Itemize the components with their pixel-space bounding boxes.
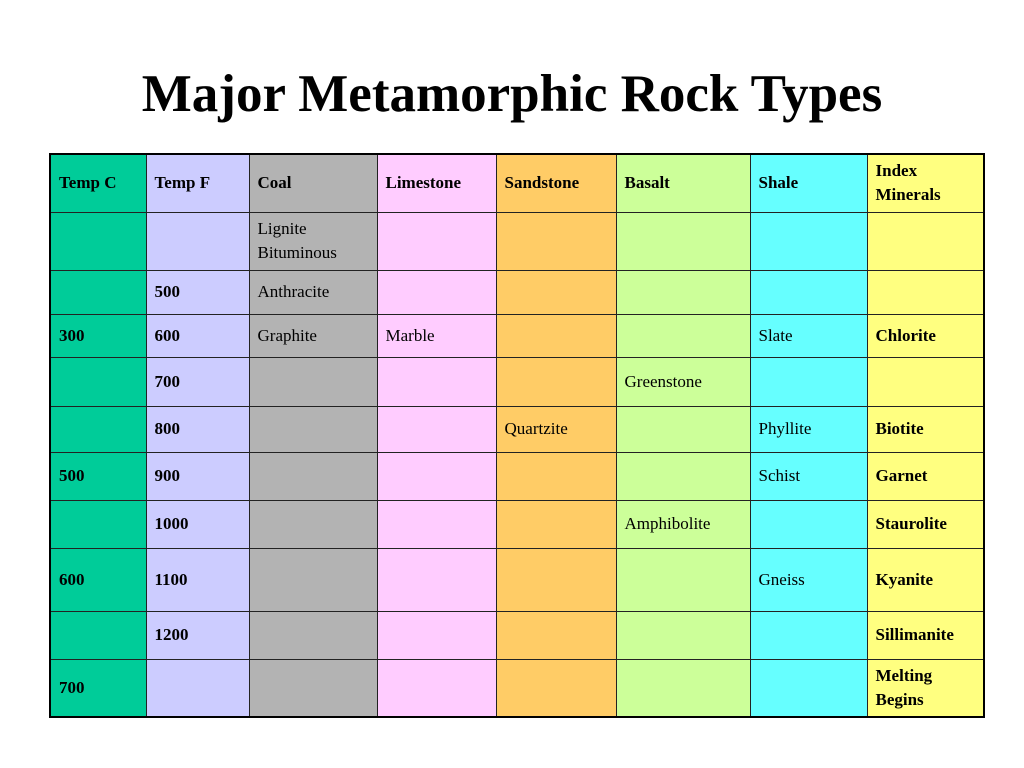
cell-basalt: Amphibolite (616, 500, 750, 548)
cell-index-mineral: Sillimanite (867, 611, 984, 659)
cell-sandstone (496, 611, 616, 659)
table-row (50, 611, 984, 659)
cell-temp-c (50, 406, 146, 452)
page-title: Major Metamorphic Rock Types (141, 65, 883, 123)
cell-basalt: Greenstone (616, 357, 750, 406)
header-basalt: Basalt (616, 154, 750, 212)
cell-temp-c: 300 (50, 314, 146, 357)
header-index-minerals: Index Minerals (867, 154, 984, 212)
cell-index-mineral (867, 659, 984, 717)
cell-temp-f: 1000 (146, 500, 249, 548)
cell-basalt (616, 548, 750, 611)
cell-coal: Graphite (249, 314, 377, 357)
cell-shale (750, 611, 867, 659)
cell-index-mineral: Kyanite (867, 548, 984, 611)
cell-temp-c (50, 212, 146, 270)
cell-coal (249, 357, 377, 406)
cell-temp-f: 600 (146, 314, 249, 357)
cell-limestone (377, 611, 496, 659)
cell-shale (750, 270, 867, 314)
cell-sandstone (496, 500, 616, 548)
cell-shale (750, 357, 867, 406)
cell-temp-f: 500 (146, 270, 249, 314)
cell-coal (249, 548, 377, 611)
cell-shale: Slate (750, 314, 867, 357)
cell-limestone (377, 212, 496, 270)
cell-sandstone (496, 270, 616, 314)
header-sandstone: Sandstone (496, 154, 616, 212)
cell-limestone (377, 270, 496, 314)
header-coal: Coal (249, 154, 377, 212)
cell-temp-c: 500 (50, 452, 146, 500)
cell-limestone (377, 452, 496, 500)
cell-temp-f: 800 (146, 406, 249, 452)
cell-sandstone (496, 452, 616, 500)
cell-sandstone (496, 357, 616, 406)
header-temp-c: Temp C (50, 154, 146, 212)
cell-temp-c (50, 357, 146, 406)
cell-temp-c (50, 270, 146, 314)
cell-basalt (616, 406, 750, 452)
cell-index-mineral: Garnet (867, 452, 984, 500)
cell-temp-c: 700 (50, 659, 146, 717)
cell-sandstone: Quartzite (496, 406, 616, 452)
table-row (50, 452, 984, 500)
table-row (50, 357, 984, 406)
cell-mineral-line-1: Melting (875, 665, 933, 685)
cell-temp-c (50, 500, 146, 548)
cell-basalt (616, 314, 750, 357)
cell-temp-f (146, 659, 249, 717)
cell-limestone (377, 548, 496, 611)
header-shale: Shale (750, 154, 867, 212)
cell-basalt (616, 212, 750, 270)
cell-basalt (616, 452, 750, 500)
cell-index-mineral: Staurolite (867, 500, 984, 548)
cell-coal: Anthracite (249, 270, 377, 314)
cell-shale: Gneiss (750, 548, 867, 611)
header-limestone: Limestone (377, 154, 496, 212)
cell-sandstone (496, 548, 616, 611)
header-row (50, 154, 984, 212)
cell-temp-f: 900 (146, 452, 249, 500)
cell-sandstone (496, 659, 616, 717)
cell-basalt (616, 270, 750, 314)
cell-temp-c: 600 (50, 548, 146, 611)
cell-temp-f: 1100 (146, 548, 249, 611)
header-temp-f: Temp F (146, 154, 249, 212)
cell-temp-f: 700 (146, 357, 249, 406)
cell-mineral-line-2: Begins (875, 689, 924, 709)
cell-shale (750, 212, 867, 270)
table-row (50, 548, 984, 611)
cell-sandstone (496, 314, 616, 357)
cell-temp-c (50, 611, 146, 659)
rock-types-table (49, 153, 985, 718)
cell-temp-f: 1200 (146, 611, 249, 659)
cell-sandstone (496, 212, 616, 270)
cell-coal (249, 659, 377, 717)
cell-coal (249, 452, 377, 500)
cell-shale (750, 500, 867, 548)
table-row (50, 659, 984, 717)
cell-coal (249, 500, 377, 548)
cell-shale: Phyllite (750, 406, 867, 452)
cell-shale: Schist (750, 452, 867, 500)
cell-index-mineral (867, 212, 984, 270)
cell-coal (249, 406, 377, 452)
cell-index-mineral: Chlorite (867, 314, 984, 357)
table-row (50, 270, 984, 314)
cell-temp-f (146, 212, 249, 270)
cell-index-mineral: Biotite (867, 406, 984, 452)
table-row (50, 500, 984, 548)
cell-basalt (616, 659, 750, 717)
cell-basalt (616, 611, 750, 659)
cell-index-mineral (867, 357, 984, 406)
cell-coal-line-1: Lignite (257, 219, 307, 239)
cell-limestone (377, 500, 496, 548)
cell-coal (249, 611, 377, 659)
cell-limestone (377, 659, 496, 717)
cell-shale (750, 659, 867, 717)
cell-limestone: Marble (377, 314, 496, 357)
cell-index-mineral (867, 270, 984, 314)
cell-limestone (377, 357, 496, 406)
table-row (50, 212, 984, 270)
cell-coal (249, 212, 377, 270)
cell-coal-line-2: Bituminous (257, 243, 337, 262)
cell-limestone (377, 406, 496, 452)
table-row (50, 314, 984, 357)
table-row (50, 406, 984, 452)
